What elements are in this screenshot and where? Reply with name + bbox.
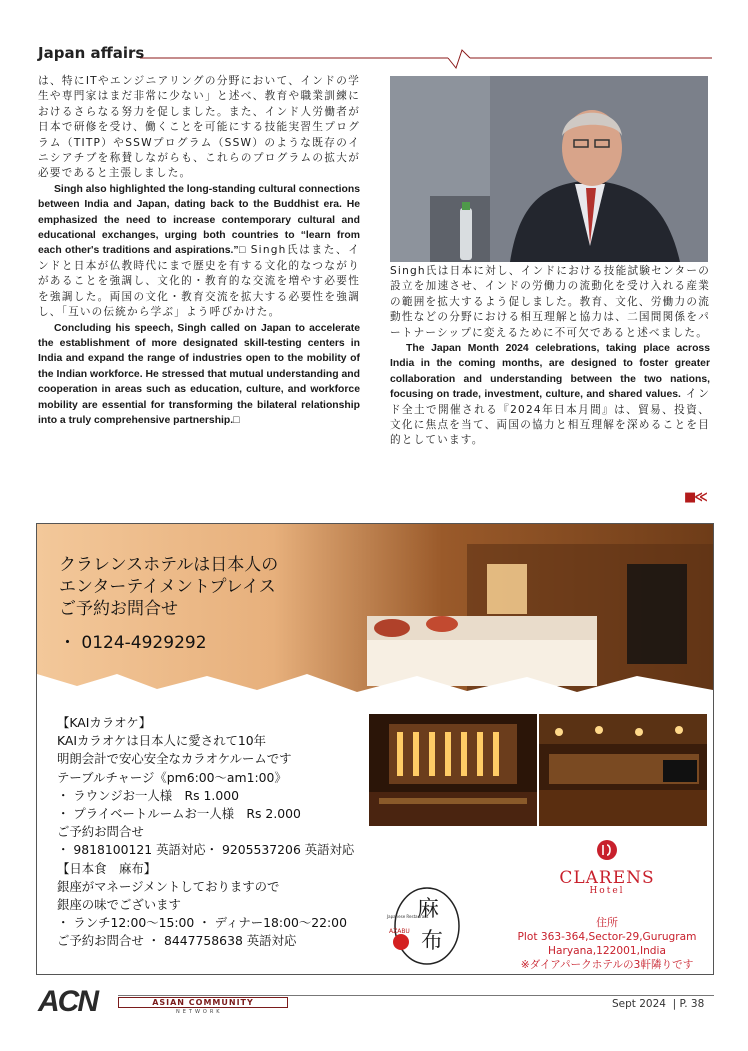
- left-paragraph-1-jp: は、特にITやエンジニアリングの分野において、インドの学生や専門家はまだ非常に少ない」と述べ、教育や職業訓練におけるさらなる努力を促しました。また、インド人労働者が日本で研修を受け、働くことを可能にする技能実習生プログラム（TITP）やSSWプログラム（SSW）のような既存のイニシアチブを称賛しながらも、これらのプログラムの拡大が必要であると主張しました。: [38, 75, 360, 180]
- acn-logo-text: ACN: [38, 985, 97, 1018]
- ad-title-line: ご予約お問合せ: [59, 599, 178, 619]
- right-article-column: [390, 264, 710, 449]
- right-paragraph-2-jp: インド全土で開催される『2024年日本月間』は、貿易、投資、文化に焦点を当て、両国の協力と相互理解を深めることを目的としています。: [390, 388, 711, 447]
- left-paragraph-2-en: Singh also highlighted the long-standing cultural connections between India and Japan, dating back to the Buddhist era. He emphasized the need to increase contemporary cultural and educational exchanges, urging both countries to “learn from each other's traditions and aspirations.”□: [38, 183, 360, 257]
- ad-body-line: 銀座がマネージメントしておりますので: [57, 878, 280, 894]
- address-line: Haryana,122001,India: [548, 945, 666, 957]
- issue-date: Sept 2024: [612, 998, 666, 1010]
- ad-phone-number: ・ 0124-4929292: [59, 633, 207, 653]
- left-paragraph-2-jp: Singh氏はまた、インドと日本が仏教時代にまで歴史を有する文化的なつながりがあることを強調し、文化的・教育的な交流を増やす必要性を強調した。両国の文化・教育交流を拡大する必要性を強調し、「互いの伝統から学ぶ」よう呼びかけた。: [38, 244, 360, 319]
- clarens-advertisement: [36, 523, 714, 975]
- right-paragraph-1-jp: Singh氏は日本に対し、インドにおける技能試験センターの設立を加速させ、インドの労働力の流動化を受け入れる産業の範囲を拡大するよう促しました。教育、文化、労働力の流動性などの分野における相互理解と協力は、二国間関係をパートナーシップに変えるために不可欠であると述べました。: [390, 265, 710, 339]
- azabu-restaurant-logo: [387, 884, 461, 968]
- ad-body-line: ・ 9818100121 英語対応・ 9205537206 英語対応: [57, 842, 355, 858]
- azabu-kanji-2: 布: [421, 929, 444, 954]
- ad-body-line: ・ ランチ12:00～15:00 ・ ディナー18:00～22:00: [57, 915, 347, 931]
- ad-body-line: ご予約お問合せ: [57, 824, 144, 840]
- ad-body-line: ・ プライベートルームお一人様 Rs 2.000: [57, 806, 301, 822]
- azabu-name: AZABU: [389, 928, 410, 935]
- ad-title: [59, 554, 278, 620]
- page-number: | P. 38: [672, 998, 705, 1010]
- ad-body-line: 明朗会計で安心安全なカラオケルームです: [57, 751, 292, 767]
- right-paragraph-2: [390, 341, 710, 449]
- ad-body-line: 【KAIカラオケ】: [57, 715, 152, 730]
- ad-body-line: ・ ラウンジお一人様 Rs 1.000: [57, 787, 240, 803]
- ad-body-line: KAIカラオケは日本人に愛されて10年: [57, 733, 267, 749]
- left-paragraph-2: [38, 182, 360, 321]
- right-paragraph-2-en: The Japan Month 2024 celebrations, taking place across India in the coming months, are designed to foster greater collaboration and understanding between the two nations, focusing on trade, investment, culture, and shared values.: [390, 343, 710, 401]
- ad-body-line: ご予約お問合せ ・ 8447758638 英語対応: [57, 933, 297, 949]
- acn-logo-band: ASIAN COMMUNITY: [118, 997, 288, 1008]
- ad-body-line: 銀座の味でございます: [57, 897, 181, 913]
- ad-body-text: [57, 714, 354, 951]
- clarens-name: CLARENS: [559, 868, 655, 888]
- acn-logo-sub: NETWORK: [176, 1009, 223, 1015]
- left-paragraph-3-en: Concluding his speech, Singh called on Japan to accelerate the establishment of more designated skill-testing centers in India and expand the range of industries open to the mobility of the Indian workforce. He stressed that mutual understanding and cooperation in areas such as education, culture, and workforce mobility are essential for transforming the bilateral relationship into a truly comprehensive partnership.□: [38, 322, 360, 426]
- clarens-subtitle: Hotel: [589, 886, 625, 896]
- azabu-small-text: Japanese Restaurant: [387, 914, 429, 919]
- karaoke-bar-photo: [369, 714, 537, 826]
- clarens-hotel-block: [507, 838, 707, 972]
- footer-date-page: [612, 998, 704, 1010]
- hotel-room-banner: [37, 524, 713, 710]
- ad-body-line: 【日本食 麻布】: [57, 860, 157, 876]
- ad-title-line: クラレンスホテルは日本人の: [59, 555, 279, 575]
- ad-body-line: テーブルチャージ《pm6:00～am1:00》: [57, 769, 287, 785]
- footer-rule: [118, 995, 714, 996]
- left-article-column: [38, 74, 360, 428]
- address-label: 住所: [596, 916, 618, 929]
- azabu-kanji-1: 麻: [417, 897, 440, 922]
- address-line: ※ダイアパークホテルの3軒隣りです: [520, 959, 694, 971]
- lounge-photo: [539, 714, 707, 826]
- ad-title-line: エンターテイメントプレイス: [59, 577, 276, 597]
- speaker-photo: [390, 76, 708, 262]
- clarens-emblem-icon: [595, 838, 619, 862]
- article-end-mark: ■≪: [684, 490, 706, 505]
- section-title: Japan affairs: [38, 44, 145, 62]
- address-line: Plot 363-364,Sector-29,Gurugram: [517, 931, 697, 943]
